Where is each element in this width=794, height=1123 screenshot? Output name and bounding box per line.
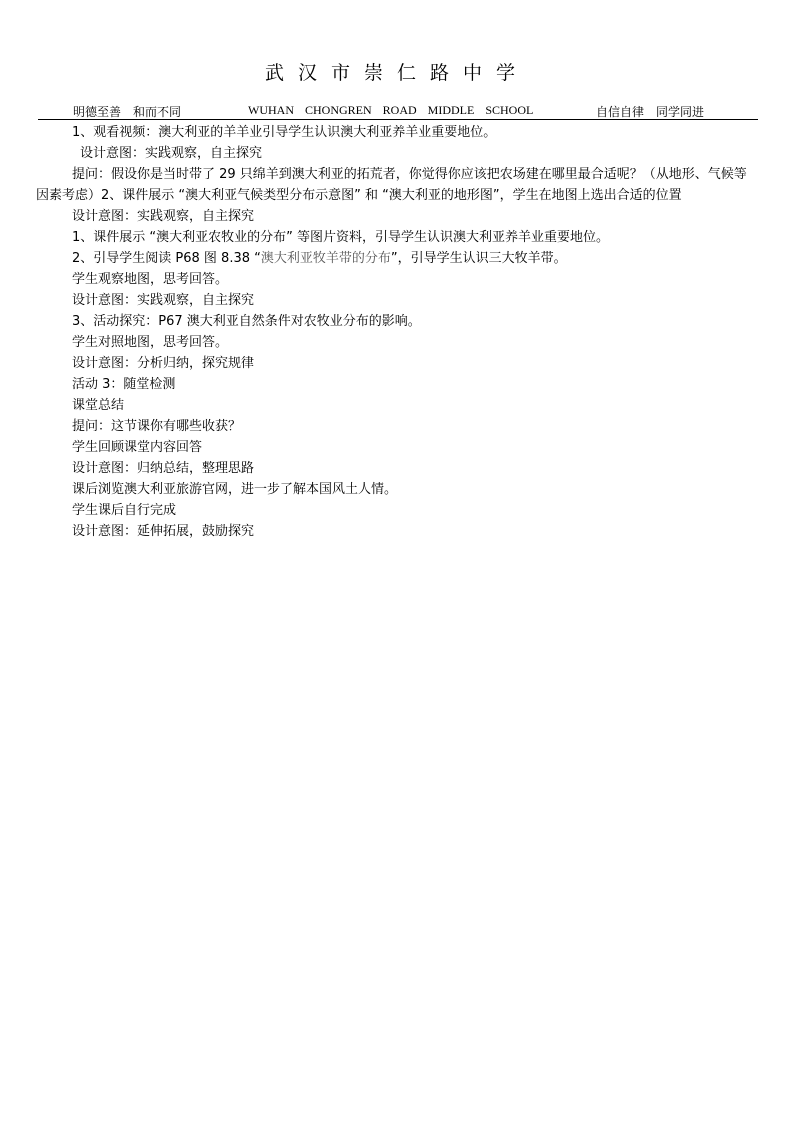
header-motto-left: 明德至善 和而不同 (73, 105, 182, 119)
paragraph: 提问：假设你是当时带了 29 只绵羊到澳大利亚的拓荒者，你觉得你应该把农场建在哪里最合适呢？（从地形、气候等因素考虑）2、课件展示 “澳大利亚气候类型分布示意图” 和 “澳大利亚的地形图”，学生在地图上选出合适的位置 (36, 167, 747, 203)
paragraph: 活动 3：随堂检测 (72, 377, 176, 392)
header-motto-right: 自信自律 同学同进 (596, 105, 705, 119)
paragraph-text: ”，引导学生认识三大牧羊带。 (390, 251, 567, 266)
paragraph: 学生观察地图，思考回答。 (72, 272, 229, 287)
paragraph: 设计意图：归纳总结，整理思路 (72, 461, 255, 476)
paragraph: 设计意图：延伸拓展，鼓励探究 (72, 524, 255, 539)
page-header (38, 103, 758, 119)
paragraph: 1、课件展示 “澳大利亚农牧业的分布” 等图片资料，引导学生认识澳大利亚养羊业重要地位。 (72, 230, 610, 245)
paragraph: 提问：这节课你有哪些收获？ (72, 419, 242, 434)
school-name-title: 武汉市崇仁路中学 (264, 62, 529, 84)
paragraph: 设计意图：实践观察，自主探究 (72, 293, 255, 308)
header-school-name-english: WUHAN CHONGREN ROAD MIDDLE SCHOOL (248, 103, 534, 117)
header-divider (38, 119, 758, 120)
paragraph (36, 248, 758, 269)
section-heading: 课堂总结 (72, 398, 125, 413)
paragraph: 3、活动探究：P67 澳大利亚自然条件对农牧业分布的影响。 (72, 314, 421, 329)
paragraph: 学生课后自行完成 (72, 503, 177, 518)
paragraph-text: 2、引导学生阅读 P68 图 8.38 “ (72, 251, 261, 266)
paragraph: 设计意图：分析归纳，探究规律 (72, 356, 255, 371)
document-body (36, 122, 758, 542)
paragraph: 课后浏览澳大利亚旅游官网，进一步了解本国风土人情。 (72, 482, 398, 497)
paragraph: 设计意图：实践观察，自主探究 (72, 209, 255, 224)
paragraph: 学生回顾课堂内容回答 (72, 440, 203, 455)
paragraph: 1、观看视频：澳大利亚的羊羊业引导学生认识澳大利亚养羊业重要地位。 (72, 125, 497, 140)
paragraph: 设计意图：实践观察，自主探究 (80, 146, 263, 161)
figure-caption-reference: 澳大利亚牧羊带的分布 (260, 251, 391, 266)
paragraph: 学生对照地图，思考回答。 (72, 335, 229, 350)
